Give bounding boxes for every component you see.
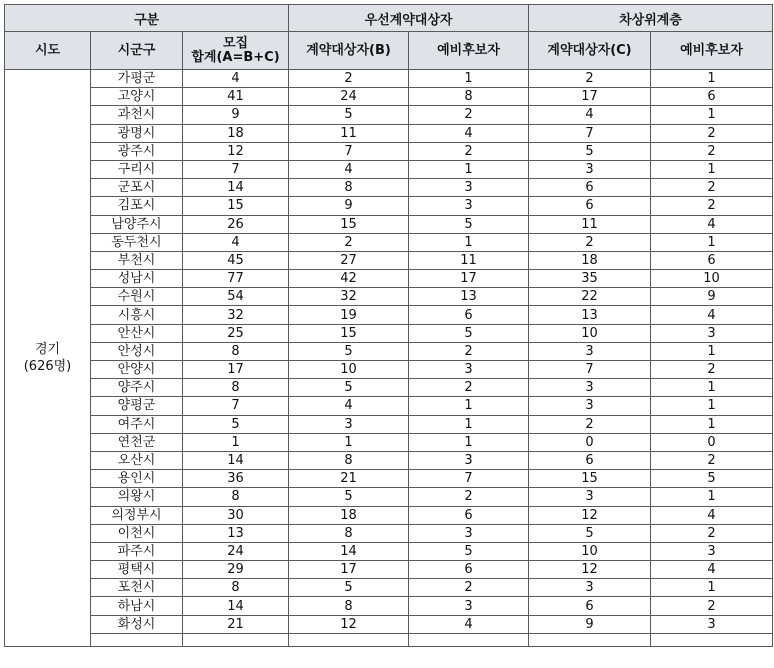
reserve-2-cell: 3 <box>651 324 773 342</box>
reserve-1-cell: 1 <box>409 433 529 451</box>
contract-b-cell: 8 <box>289 179 409 197</box>
contract-b-cell: 4 <box>289 397 409 415</box>
contract-b-cell: 5 <box>289 488 409 506</box>
contract-c-cell: 17 <box>529 88 651 106</box>
total-cell: 21 <box>183 615 289 633</box>
contract-b-cell: 11 <box>289 124 409 142</box>
contract-b-cell: 15 <box>289 324 409 342</box>
reserve-1-cell: 2 <box>409 106 529 124</box>
total-cell: 77 <box>183 270 289 288</box>
contract-c-cell: 7 <box>529 361 651 379</box>
reserve-1-cell: 3 <box>409 361 529 379</box>
table-row <box>5 88 773 106</box>
reserve-2-cell: 2 <box>651 197 773 215</box>
reserve-2-cell: 1 <box>651 233 773 251</box>
reserve-2-cell: 1 <box>651 342 773 360</box>
city-cell: 군포시 <box>91 179 183 197</box>
reserve-1-cell: 2 <box>409 488 529 506</box>
header-total-line2: 합계(A=B+C) <box>191 49 280 65</box>
contract-b-cell: 15 <box>289 215 409 233</box>
region-count: (626명) <box>23 358 72 374</box>
total-cell: 7 <box>183 160 289 178</box>
reserve-1-cell: 7 <box>409 470 529 488</box>
reserve-2-cell: 4 <box>651 561 773 579</box>
contract-b-cell: 7 <box>289 142 409 160</box>
reserve-1-cell: 6 <box>409 506 529 524</box>
table-row <box>5 397 773 415</box>
contract-c-cell: 2 <box>529 415 651 433</box>
contract-c-cell: 6 <box>529 597 651 615</box>
reserve-2-cell: 5 <box>651 470 773 488</box>
reserve-2-cell: 4 <box>651 215 773 233</box>
total-cell: 18 <box>183 124 289 142</box>
total-cell: 9 <box>183 106 289 124</box>
total-cell: 8 <box>183 579 289 597</box>
reserve-2-cell: 1 <box>651 160 773 178</box>
contract-c-cell: 5 <box>529 524 651 542</box>
table-row <box>5 233 773 251</box>
contract-b-cell: 8 <box>289 597 409 615</box>
city-cell: 과천시 <box>91 106 183 124</box>
city-cell: 안양시 <box>91 361 183 379</box>
contract-c-cell: 7 <box>529 124 651 142</box>
table-row <box>5 288 773 306</box>
contract-b-cell: 2 <box>289 70 409 88</box>
reserve-1-cell: 3 <box>409 179 529 197</box>
reserve-2-cell: 2 <box>651 451 773 469</box>
contract-b-cell: 9 <box>289 197 409 215</box>
total-cell: 25 <box>183 324 289 342</box>
table-row <box>5 306 773 324</box>
reserve-1-cell: 3 <box>409 451 529 469</box>
city-cell: 용인시 <box>91 470 183 488</box>
reserve-1-cell: 5 <box>409 542 529 560</box>
contract-b-cell: 42 <box>289 270 409 288</box>
cutoff-cell <box>289 633 409 646</box>
reserve-1-cell: 4 <box>409 124 529 142</box>
reserve-2-cell: 2 <box>651 361 773 379</box>
table-row <box>5 542 773 560</box>
total-cell: 4 <box>183 70 289 88</box>
contract-c-cell: 22 <box>529 288 651 306</box>
table-row <box>5 415 773 433</box>
reserve-1-cell: 1 <box>409 397 529 415</box>
contract-c-cell: 10 <box>529 542 651 560</box>
contract-b-cell: 17 <box>289 561 409 579</box>
total-cell: 26 <box>183 215 289 233</box>
contract-b-cell: 14 <box>289 542 409 560</box>
total-cell: 45 <box>183 251 289 269</box>
total-cell: 1 <box>183 433 289 451</box>
city-cell: 오산시 <box>91 451 183 469</box>
city-cell: 광주시 <box>91 142 183 160</box>
table-row <box>5 524 773 542</box>
contract-c-cell: 6 <box>529 179 651 197</box>
total-cell: 8 <box>183 342 289 360</box>
reserve-1-cell: 3 <box>409 197 529 215</box>
table-row <box>5 488 773 506</box>
city-cell: 의왕시 <box>91 488 183 506</box>
contract-b-cell: 4 <box>289 160 409 178</box>
cutoff-cell <box>91 633 183 646</box>
total-cell: 14 <box>183 179 289 197</box>
contract-b-cell: 5 <box>289 342 409 360</box>
total-cell: 13 <box>183 524 289 542</box>
contract-b-cell: 1 <box>289 433 409 451</box>
total-cell: 30 <box>183 506 289 524</box>
reserve-2-cell: 9 <box>651 288 773 306</box>
city-cell: 양주시 <box>91 379 183 397</box>
total-cell: 32 <box>183 306 289 324</box>
cutoff-cell <box>183 633 289 646</box>
total-cell: 8 <box>183 488 289 506</box>
contract-c-cell: 15 <box>529 470 651 488</box>
reserve-1-cell: 1 <box>409 70 529 88</box>
reserve-1-cell: 6 <box>409 306 529 324</box>
contract-b-cell: 3 <box>289 415 409 433</box>
reserve-2-cell: 4 <box>651 306 773 324</box>
table-row <box>5 251 773 269</box>
total-cell: 24 <box>183 542 289 560</box>
reserve-1-cell: 1 <box>409 160 529 178</box>
table-row <box>5 270 773 288</box>
reserve-1-cell: 4 <box>409 615 529 633</box>
total-cell: 7 <box>183 397 289 415</box>
table-row <box>5 342 773 360</box>
contract-b-cell: 12 <box>289 615 409 633</box>
total-cell: 15 <box>183 197 289 215</box>
reserve-2-cell: 10 <box>651 270 773 288</box>
reserve-1-cell: 8 <box>409 88 529 106</box>
header-category: 구분 <box>5 5 289 32</box>
reserve-2-cell: 1 <box>651 70 773 88</box>
reserve-1-cell: 5 <box>409 215 529 233</box>
city-cell: 시흥시 <box>91 306 183 324</box>
reserve-1-cell: 2 <box>409 142 529 160</box>
contract-b-cell: 32 <box>289 288 409 306</box>
city-cell: 양평군 <box>91 397 183 415</box>
contract-c-cell: 2 <box>529 233 651 251</box>
total-cell: 12 <box>183 142 289 160</box>
header-city: 시군구 <box>91 32 183 70</box>
reserve-1-cell: 2 <box>409 342 529 360</box>
reserve-1-cell: 5 <box>409 324 529 342</box>
contract-c-cell: 12 <box>529 506 651 524</box>
reserve-2-cell: 0 <box>651 433 773 451</box>
reserve-2-cell: 2 <box>651 597 773 615</box>
total-cell: 54 <box>183 288 289 306</box>
city-cell: 하남시 <box>91 597 183 615</box>
table-row <box>5 561 773 579</box>
total-cell: 4 <box>183 233 289 251</box>
total-cell: 17 <box>183 361 289 379</box>
table-row-partial <box>5 633 773 646</box>
reserve-1-cell: 6 <box>409 561 529 579</box>
city-cell: 포천시 <box>91 579 183 597</box>
contract-c-cell: 13 <box>529 306 651 324</box>
city-cell: 이천시 <box>91 524 183 542</box>
header-reserve-1: 예비후보자 <box>409 32 529 70</box>
city-cell: 안성시 <box>91 342 183 360</box>
reserve-2-cell: 1 <box>651 579 773 597</box>
cutoff-cell <box>529 633 651 646</box>
contract-c-cell: 3 <box>529 397 651 415</box>
city-cell: 여주시 <box>91 415 183 433</box>
table-row <box>5 361 773 379</box>
contract-b-cell: 24 <box>289 88 409 106</box>
city-cell: 김포시 <box>91 197 183 215</box>
contract-c-cell: 35 <box>529 270 651 288</box>
table-row <box>5 324 773 342</box>
region-cell <box>5 70 91 647</box>
reserve-2-cell: 3 <box>651 542 773 560</box>
city-cell: 고양시 <box>91 88 183 106</box>
table-row <box>5 215 773 233</box>
contract-c-cell: 18 <box>529 251 651 269</box>
contract-c-cell: 4 <box>529 106 651 124</box>
contract-b-cell: 8 <box>289 451 409 469</box>
table-row <box>5 179 773 197</box>
table-row <box>5 615 773 633</box>
contract-c-cell: 5 <box>529 142 651 160</box>
table-row <box>5 506 773 524</box>
contract-c-cell: 6 <box>529 197 651 215</box>
table-row <box>5 70 773 88</box>
city-cell: 부천시 <box>91 251 183 269</box>
reserve-2-cell: 1 <box>651 415 773 433</box>
total-cell: 5 <box>183 415 289 433</box>
header-total-line1: 모집 <box>222 35 249 51</box>
city-cell: 파주시 <box>91 542 183 560</box>
contract-b-cell: 2 <box>289 233 409 251</box>
reserve-2-cell: 2 <box>651 524 773 542</box>
contract-b-cell: 5 <box>289 106 409 124</box>
city-cell: 남양주시 <box>91 215 183 233</box>
table-row <box>5 379 773 397</box>
reserve-1-cell: 1 <box>409 233 529 251</box>
contract-c-cell: 11 <box>529 215 651 233</box>
total-cell: 14 <box>183 597 289 615</box>
total-cell: 41 <box>183 88 289 106</box>
reserve-1-cell: 11 <box>409 251 529 269</box>
city-cell: 안산시 <box>91 324 183 342</box>
header-contract-c: 계약대상자(C) <box>529 32 651 70</box>
contract-b-cell: 10 <box>289 361 409 379</box>
contract-c-cell: 6 <box>529 451 651 469</box>
reserve-1-cell: 1 <box>409 415 529 433</box>
city-cell: 화성시 <box>91 615 183 633</box>
reserve-2-cell: 2 <box>651 124 773 142</box>
table-body <box>5 70 773 647</box>
table-row <box>5 142 773 160</box>
reserve-2-cell: 4 <box>651 506 773 524</box>
contract-b-cell: 27 <box>289 251 409 269</box>
table-row <box>5 124 773 142</box>
table-row <box>5 451 773 469</box>
contract-c-cell: 3 <box>529 160 651 178</box>
contract-b-cell: 21 <box>289 470 409 488</box>
reserve-1-cell: 3 <box>409 524 529 542</box>
reserve-2-cell: 2 <box>651 179 773 197</box>
table-row <box>5 433 773 451</box>
reserve-1-cell: 2 <box>409 379 529 397</box>
reserve-2-cell: 6 <box>651 251 773 269</box>
city-cell: 평택시 <box>91 561 183 579</box>
cutoff-cell <box>651 633 773 646</box>
contract-b-cell: 5 <box>289 579 409 597</box>
city-cell: 성남시 <box>91 270 183 288</box>
city-cell: 연천군 <box>91 433 183 451</box>
contract-c-cell: 12 <box>529 561 651 579</box>
reserve-2-cell: 2 <box>651 142 773 160</box>
reserve-2-cell: 1 <box>651 106 773 124</box>
table-row <box>5 197 773 215</box>
reserve-1-cell: 17 <box>409 270 529 288</box>
contract-c-cell: 3 <box>529 488 651 506</box>
total-cell: 36 <box>183 470 289 488</box>
contract-c-cell: 3 <box>529 342 651 360</box>
reserve-2-cell: 1 <box>651 379 773 397</box>
city-cell: 의정부시 <box>91 506 183 524</box>
city-cell: 수원시 <box>91 288 183 306</box>
contract-c-cell: 2 <box>529 70 651 88</box>
header-contract-b: 계약대상자(B) <box>289 32 409 70</box>
city-cell: 광명시 <box>91 124 183 142</box>
reserve-1-cell: 3 <box>409 597 529 615</box>
contract-c-cell: 9 <box>529 615 651 633</box>
reserve-2-cell: 1 <box>651 397 773 415</box>
table-row <box>5 597 773 615</box>
city-cell: 가평군 <box>91 70 183 88</box>
contract-c-cell: 3 <box>529 579 651 597</box>
header-total <box>183 32 289 70</box>
header-next-group: 차상위계층 <box>529 5 773 32</box>
contract-c-cell: 10 <box>529 324 651 342</box>
table-row <box>5 579 773 597</box>
table-row <box>5 160 773 178</box>
contract-b-cell: 8 <box>289 524 409 542</box>
header-region: 시도 <box>5 32 91 70</box>
header-priority-group: 우선계약대상자 <box>289 5 529 32</box>
table-row <box>5 470 773 488</box>
contract-b-cell: 5 <box>289 379 409 397</box>
contract-b-cell: 19 <box>289 306 409 324</box>
contract-c-cell: 0 <box>529 433 651 451</box>
header-reserve-2: 예비후보자 <box>651 32 773 70</box>
reserve-1-cell: 2 <box>409 579 529 597</box>
table-row <box>5 106 773 124</box>
region-name: 경기 <box>34 341 61 357</box>
reserve-2-cell: 6 <box>651 88 773 106</box>
reserve-2-cell: 1 <box>651 488 773 506</box>
total-cell: 8 <box>183 379 289 397</box>
recruitment-table <box>4 4 773 647</box>
total-cell: 14 <box>183 451 289 469</box>
city-cell: 동두천시 <box>91 233 183 251</box>
reserve-1-cell: 13 <box>409 288 529 306</box>
city-cell: 구리시 <box>91 160 183 178</box>
total-cell: 29 <box>183 561 289 579</box>
contract-b-cell: 18 <box>289 506 409 524</box>
reserve-2-cell: 3 <box>651 615 773 633</box>
contract-c-cell: 3 <box>529 379 651 397</box>
cutoff-cell <box>409 633 529 646</box>
